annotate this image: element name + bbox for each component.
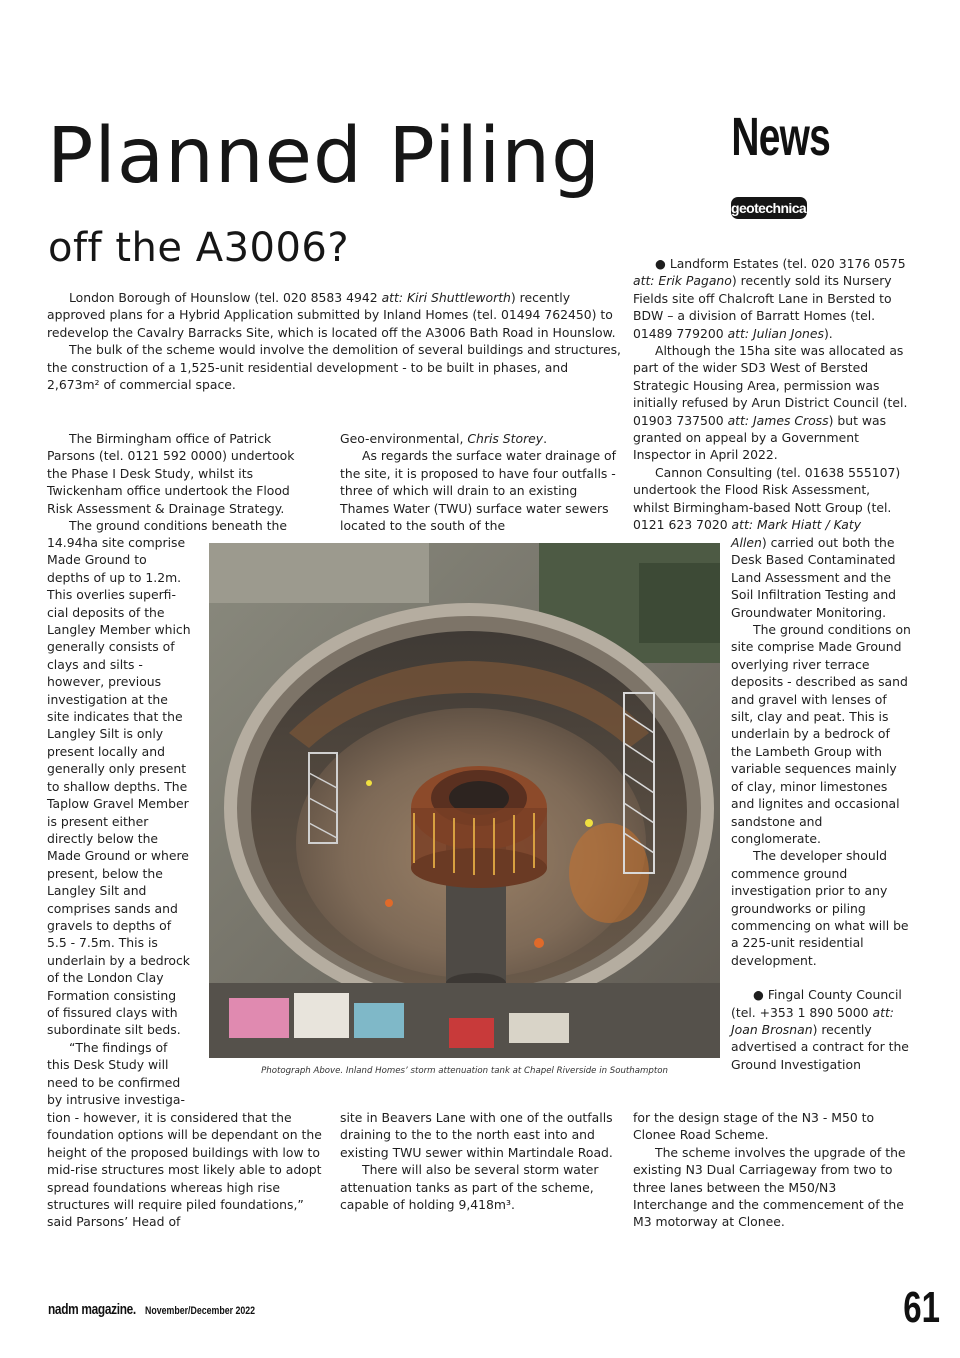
col3-paragraph-2: Although the 15ha site was allocated as part of the wider SD3 West of Bersted Strategic Housing Area, permission was initially refused by Arun District Council (tel. 01903 737500 att: James Cross) but was granted on appeal by a Government Inspector in April 2022. bbox=[633, 343, 908, 463]
col1-wrap-line: “The findings of bbox=[69, 1039, 168, 1055]
col1-wrap-line: depths of up to 1.2m. bbox=[47, 569, 182, 585]
headline: Planned Piling bbox=[47, 112, 601, 201]
col2-paragraph-4: There will also be several storm water attenuation tanks as part of the scheme, capable of holding 9,418m³. bbox=[340, 1162, 599, 1213]
intro-paragraph-1: London Borough of Hounslow (tel. 020 8583 4942 att: Kiri Shuttleworth) recently approved plans for a Hybrid Application submitted by Inland Homes (tel. 01494 762450) to redevelop the Cavalry Barracks Site, which is located off the A3006 Bath Road in Hounslow. bbox=[47, 290, 616, 340]
col1-wrap-line: Formation consisting bbox=[47, 987, 177, 1003]
col1-wrap-line: clays and silts - bbox=[47, 656, 143, 672]
col1-wrap-line: 5.5 - 7.5m. This is bbox=[47, 935, 158, 951]
col1-wrap-line: need to be confirmed bbox=[47, 1074, 181, 1090]
intro-paragraph-2: The bulk of the scheme would involve the demolition of several buildings and structures, the construction of a 1,525-unit residential development - to be built in phases, and 2,673m² of commercial space. bbox=[47, 342, 622, 393]
column-1-top bbox=[47, 430, 315, 534]
col1-wrap-line: 14.94ha site comprise bbox=[47, 535, 186, 550]
issue-date: November/December 2022 bbox=[144, 1305, 255, 1317]
col1-wrap-line: subordinate silt beds. bbox=[47, 1022, 181, 1038]
column-3-wrap bbox=[731, 534, 911, 1073]
col1-paragraph-3: tion - however, it is considered that the foundation options will be dependant on the height of the proposed buildings with low to mid-rise structures most likely able to adopt spread foundations whereas high rise structures will require piled foundations,” said Parsons’ Head of bbox=[47, 1110, 322, 1230]
column-1-wrap bbox=[47, 534, 207, 1108]
col1-wrap-line: Made Ground to bbox=[47, 552, 147, 568]
col1-paragraph-2: The ground conditions beneath the bbox=[69, 518, 287, 534]
column-2-bottom bbox=[340, 1109, 622, 1213]
col1-wrap-line: Langley Silt and bbox=[47, 883, 147, 899]
col1-wrap-line: however, previous bbox=[47, 674, 162, 690]
page-number: 61 bbox=[903, 1283, 940, 1332]
construction-photo bbox=[209, 543, 720, 1058]
col3-paragraph-7: ● Fingal County Council (tel. +353 1 890 5000 att: Joan Brosnan) recently advertised a contract for the Ground Investigation bbox=[731, 986, 911, 1073]
col1-wrap-line: this Desk Study will bbox=[47, 1057, 169, 1073]
col1-wrap-line: present locally and bbox=[47, 743, 165, 759]
magazine-name: nadm magazine. bbox=[48, 1302, 136, 1318]
column-2-top bbox=[340, 430, 620, 534]
col1-wrap-line: cial deposits of the bbox=[47, 604, 165, 620]
col1-wrap-line: by intrusive investiga- bbox=[47, 1092, 185, 1107]
col1-wrap-line: directly below the bbox=[47, 830, 159, 846]
col1-paragraph-1: The Birmingham office of Patrick Parsons (tel. 0121 592 0000) undertook the Phase I Desk Study, whilst its Twickenham office undertook the Flood Risk Assessment & Drainage Strategy. bbox=[47, 431, 295, 516]
column-1-bottom bbox=[47, 1109, 329, 1231]
col1-wrap-line: Langley Silt is only bbox=[47, 726, 164, 742]
col1-wrap-line: underlain by a bedrock bbox=[47, 952, 190, 968]
col3-paragraph-8: for the design stage of the N3 - M50 to Clonee Road Scheme. bbox=[633, 1110, 875, 1143]
col1-wrap-line: comprises sands and bbox=[47, 900, 178, 916]
category-badge: geotechnical bbox=[731, 197, 807, 219]
col1-wrap-line: is present either bbox=[47, 813, 149, 829]
col3-paragraph-5: The ground conditions on site comprise Made Ground overlying river terrace deposits - described as sand and gravel with lenses of silt, clay and peat. This is underlain by a bedrock of the Lambeth Group with variable sequences mainly of clay, minor limestones and lignites and occasional sandstone and conglomerate. bbox=[731, 622, 911, 846]
col1-wrap-line: Langley Member which bbox=[47, 622, 191, 638]
col3-paragraph-9: The scheme involves the upgrade of the existing N3 Dual Carriageway from two to three lanes between the M50/N3 Interchange and the commencement of the M3 motorway at Clonee. bbox=[633, 1144, 906, 1230]
col1-wrap-line: gravels to depths of bbox=[47, 917, 172, 933]
col1-wrap-line: to shallow depths. The bbox=[47, 778, 188, 794]
subheadline: off the A3006? bbox=[48, 225, 350, 271]
footer-credit bbox=[48, 1302, 282, 1318]
col3-paragraph-4: Allen) carried out both the Desk Based Contaminated Land Assessment and the Soil Infiltration Testing and Groundwater Monitoring. bbox=[731, 535, 897, 620]
col3-paragraph-6: The developer should commence ground investigation prior to any groundworks or piling commencing on what will be a 225-unit residential development. bbox=[731, 848, 909, 968]
col1-wrap-line: investigation at the bbox=[47, 691, 168, 707]
column-3-bottom bbox=[633, 1109, 913, 1231]
column-3-top bbox=[633, 255, 909, 534]
photo-caption: Photograph Above. Inland Homes’ storm attenuation tank at Chapel Riverside in Southampton bbox=[261, 1066, 668, 1076]
col1-wrap-line: of fissured clays with bbox=[47, 1004, 178, 1020]
col2-paragraph-3: site in Beavers Lane with one of the outfalls draining to the to the north east into and existing TWU sewer within Martindale Road. bbox=[340, 1110, 613, 1160]
col1-wrap-line: Made Ground or where bbox=[47, 848, 189, 864]
col1-wrap-line: site indicates that the bbox=[47, 709, 183, 725]
col2-paragraph-1: Geo-environmental, Chris Storey. bbox=[340, 431, 548, 446]
intro-block bbox=[47, 289, 622, 393]
col1-wrap-line: of the London Clay bbox=[47, 970, 164, 986]
col2-paragraph-2: As regards the surface water drainage of the site, it is proposed to have four outfalls - three of which will drain to an existing Thames Water (TWU) surface water sewers located to the south of the bbox=[340, 448, 616, 534]
col3-paragraph-3: Cannon Consulting (tel. 01638 555107) undertook the Flood Risk Assessment, whilst Birmingham-based Nott Group (tel. 0121 623 7020 att: Mark Hiatt / Katy bbox=[633, 464, 901, 533]
col1-wrap-line: Taplow Gravel Member bbox=[47, 796, 189, 812]
col1-wrap-line: generally only present bbox=[47, 761, 187, 777]
section-label: News bbox=[731, 107, 831, 167]
col3-paragraph-1: ● Landform Estates (tel. 020 3176 0575 att: Erik Pagano) recently sold its Nursery Fields site off Chalcroft Lane in Bersted to BDW – a division of Barratt Homes (tel. 01489 779200 att: Julian Jones). bbox=[633, 255, 909, 342]
col1-wrap-line: This overlies superfi- bbox=[47, 587, 176, 603]
col1-wrap-line: present, below the bbox=[47, 865, 163, 881]
col1-wrap-line: generally consists of bbox=[47, 639, 175, 655]
